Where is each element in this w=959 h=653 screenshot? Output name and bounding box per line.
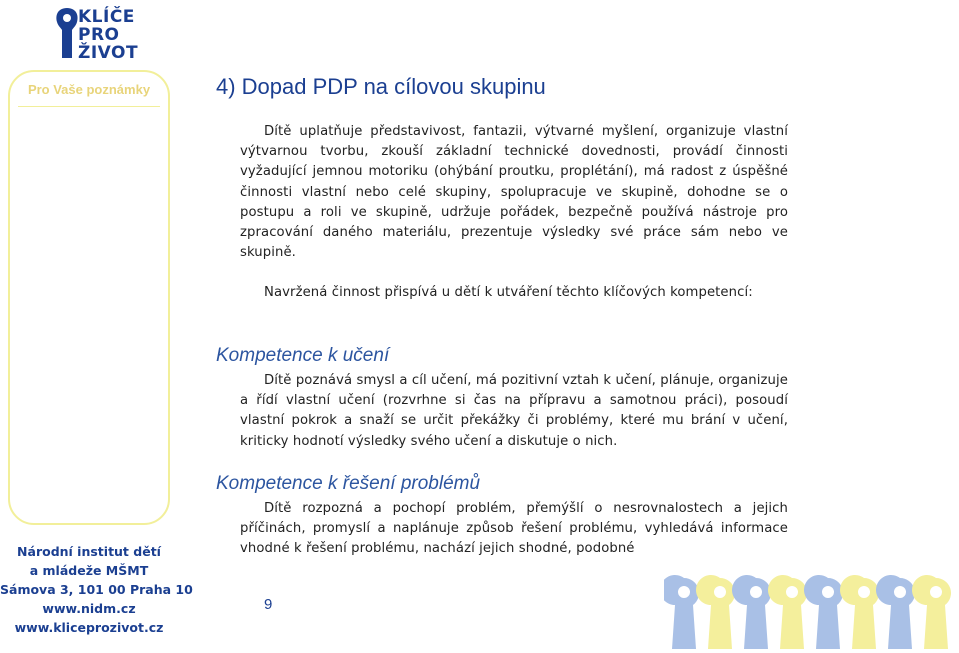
key-shape-icon xyxy=(912,575,951,649)
key-shape-icon xyxy=(768,575,807,649)
footer-line-3: Sámova 3, 101 00 Praha 10 xyxy=(0,582,193,597)
key-shape-icon xyxy=(732,575,771,649)
paragraph-3 xyxy=(240,371,788,452)
logo-line-1: KLÍČE xyxy=(78,7,135,27)
paragraph-2 xyxy=(240,283,788,303)
key-shape-icon xyxy=(840,575,879,649)
footer-link-nidm[interactable]: www.nidm.cz xyxy=(42,601,136,616)
key-shape-icon xyxy=(876,575,915,649)
notes-title: Pro Vaše poznámky xyxy=(27,82,151,97)
footer-line-2: a mládeže MŠMT xyxy=(29,563,149,578)
footer-link-kliceprozivot[interactable]: www.kliceprozivot.cz xyxy=(14,620,164,635)
key-shape-icon xyxy=(804,575,843,649)
paragraph-1 xyxy=(240,122,788,263)
logo-line-3: ŽIVOT xyxy=(78,43,139,63)
page-title: 4) Dopad PDP na cílovou skupinu xyxy=(216,74,546,99)
notes-divider xyxy=(18,106,160,107)
paragraph-4-text: Dítě rozpozná a pochopí problém, přemýšlí o nesrovnalostech a jejich příčinách, promyslí a naplánuje způsob řešení problému, vyhledává informace vhodné k řešení problému, nachází jejich shodné, podobné xyxy=(240,501,788,557)
heading-kompetence-problemy: Kompetence k řešení problémů xyxy=(216,473,481,494)
logo xyxy=(54,6,164,64)
key-shape-icon xyxy=(696,575,735,649)
paragraph-4 xyxy=(240,499,788,560)
paragraph-3-text: Dítě poznává smysl a cíl učení, má pozitivní vztah k učení, plánuje, organizuje a řídí vlastní učení (rozvrhne si čas na přípravu a samotnou práci), posoudí vlastní pokrok a snaží se určit překážky či problémy, které mu brání v učení, kriticky hodnotí výsledky svého učení a diskutuje o nich. xyxy=(240,373,788,449)
logo-text xyxy=(78,8,138,62)
heading-kompetence-uceni: Kompetence k učení xyxy=(216,345,390,366)
paragraph-1-text: Dítě uplatňuje představivost, fantazii, výtvarné myšlení, organizuje vlastní výtvarnou tvorbu, zkouší základní technické dovednosti, provádí činnosti vyžadující jemnou motoriku (ohýbání proutku, proplétání), má radost z úspěšné činnosti vlastní nebo celé skupiny, spolupracuje ve skupině, dohodne se o postupu a roli ve skupině, udržuje pořádek, bezpečně používá nástroje pro zpracování daného materiálu, prezentuje výsledky své práce sám nebo ve skupině. xyxy=(240,124,788,261)
footer-line-1: Národní institut dětí xyxy=(17,544,161,559)
page-number: 9 xyxy=(264,596,273,613)
notes-panel xyxy=(8,70,170,525)
paragraph-2-text: Navržená činnost přispívá u dětí k utváření těchto klíčových kompetencí: xyxy=(264,285,753,300)
sidebar-footer xyxy=(0,542,193,637)
keys-decoration xyxy=(664,574,954,653)
key-logo-icon xyxy=(54,6,80,64)
key-shape-icon xyxy=(664,575,699,649)
logo-line-2: PRO xyxy=(78,25,120,45)
